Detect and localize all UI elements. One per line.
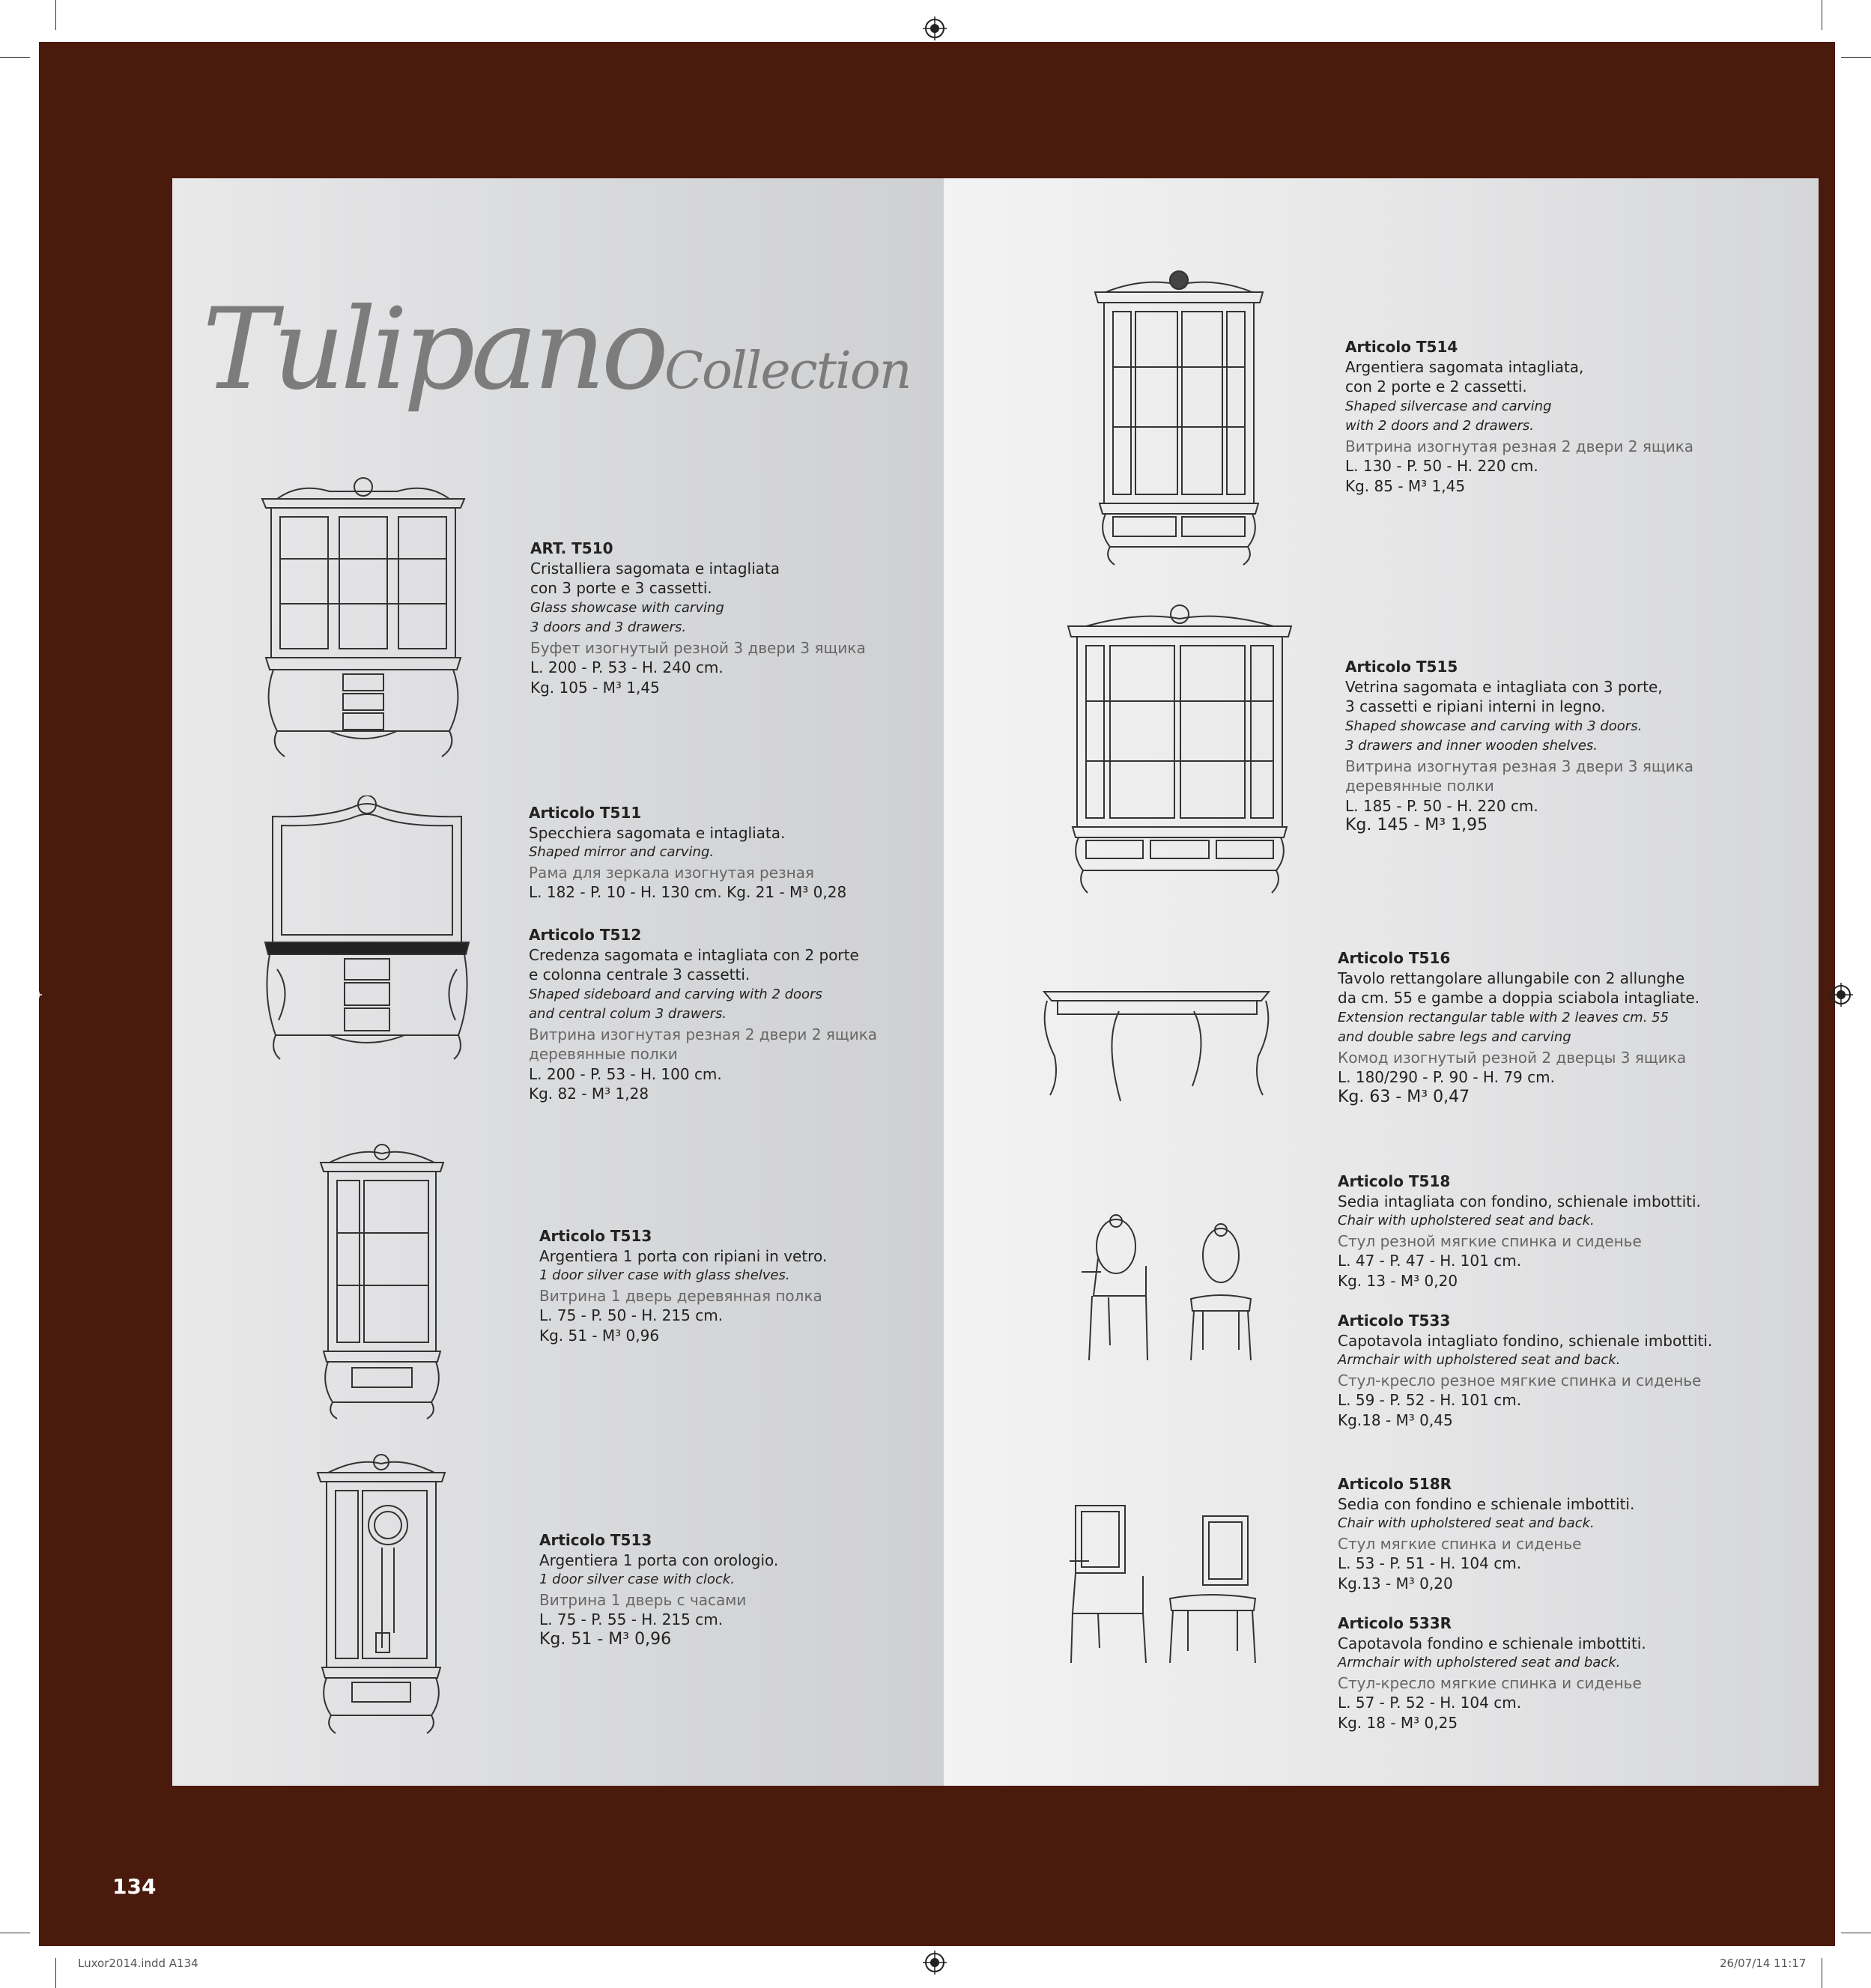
- silver-case-illustration: [315, 1143, 449, 1422]
- registration-mark-icon: [923, 16, 947, 40]
- english-desc-line: 3 doors and 3 drawers.: [530, 619, 687, 635]
- dimensions: L. 75 - P. 55 - H. 215 cm.: [539, 1610, 724, 1628]
- mirror-sideboard-illustration: [262, 795, 472, 1065]
- dimensions: L. 182 - P. 10 - H. 130 cm. Kg. 21 - M³ 0,28: [529, 883, 847, 901]
- italian-desc-line: Capotavola intagliato fondino, schienale imbottiti.: [1338, 1331, 1713, 1350]
- english-desc-line: Glass showcase with carving: [530, 599, 724, 616]
- registration-mark-icon: [18, 983, 42, 1007]
- product-518r: [1338, 1474, 1634, 1593]
- registration-mark-icon: [923, 1951, 947, 1975]
- collection-title: [202, 285, 911, 415]
- product-code: Articolo T512: [529, 926, 642, 944]
- italian-desc-line: Specchiera sagomata e intagliata.: [529, 823, 786, 842]
- english-desc-line: Shaped silvercase and carving: [1345, 398, 1552, 414]
- product-code: ART. T510: [530, 539, 613, 557]
- product-code: Articolo T516: [1338, 949, 1451, 967]
- weight-volume: Kg. 85 - M³ 1,45: [1345, 476, 1466, 495]
- footer-timestamp: 26/07/14 11:17: [1720, 1957, 1807, 1970]
- product-t533: [1338, 1311, 1712, 1430]
- dimensions: L. 185 - P. 50 - H. 220 cm.: [1345, 796, 1538, 815]
- silvercase-2-doors-illustration: [1091, 270, 1267, 566]
- weight-volume: Kg. 51 - M³ 0,96: [539, 1326, 660, 1345]
- italian-desc-line: Argentiera sagomata intagliata,: [1345, 357, 1584, 376]
- title-word-1: Tulipano: [202, 285, 664, 415]
- dimensions: L. 57 - P. 52 - H. 104 cm.: [1338, 1694, 1522, 1712]
- russian-desc-line: Комод изогнутый резной 2 дверцы 3 ящика: [1338, 1048, 1687, 1067]
- product-code: Articolo T518: [1338, 1172, 1451, 1190]
- weight-volume: Kg. 51 - M³ 0,96: [539, 1629, 672, 1649]
- italian-desc-line: Tavolo rettangolare allungabile con 2 allunghe: [1338, 969, 1685, 987]
- italian-desc-line: con 3 porte e 3 cassetti.: [530, 579, 712, 597]
- glass-showcase-illustration: [255, 476, 472, 761]
- weight-volume: Kg. 82 - M³ 1,28: [529, 1085, 649, 1103]
- registration-mark-icon: [1829, 983, 1853, 1007]
- upholstered-chairs-illustration: [1068, 1501, 1273, 1670]
- product-t511: [529, 803, 846, 903]
- russian-desc-line: Стул резной мягкие спинка и сиденье: [1338, 1231, 1642, 1250]
- english-desc-line: 3 drawers and inner wooden shelves.: [1345, 738, 1598, 754]
- product-t516: [1338, 948, 1699, 1107]
- italian-desc-line: e colonna centrale 3 cassetti.: [529, 966, 750, 984]
- italian-desc-line: Sedia con fondino e schienale imbottiti.: [1338, 1494, 1635, 1513]
- crop-mark: [1841, 57, 1871, 58]
- italian-desc-line: Vetrina sagomata e intagliata con 3 porte,: [1345, 677, 1663, 696]
- russian-desc-line: Витрина 1 дверь деревянная полка: [539, 1286, 822, 1305]
- russian-desc-line: деревянные полки: [529, 1045, 678, 1063]
- italian-desc-line: 3 cassetti e ripiani interni in legno.: [1345, 697, 1606, 715]
- dimensions: L. 47 - P. 47 - H. 101 cm.: [1338, 1252, 1522, 1270]
- italian-desc-line: da cm. 55 e gambe a doppia sciabola intagliate.: [1338, 989, 1700, 1007]
- product-code: Articolo 518R: [1338, 1475, 1452, 1493]
- english-desc-line: Extension rectangular table with 2 leaves cm. 55: [1338, 1009, 1670, 1025]
- product-t518: [1338, 1172, 1701, 1291]
- product-t513-glass: [539, 1226, 827, 1345]
- dimensions: L. 53 - P. 51 - H. 104 cm.: [1338, 1554, 1522, 1572]
- russian-desc-line: Буфет изогнутый резной 3 двери 3 ящика: [530, 638, 866, 657]
- clock-case-illustration: [313, 1453, 449, 1738]
- dimensions: L. 180/290 - P. 90 - H. 79 cm.: [1338, 1068, 1555, 1086]
- english-desc-line: Shaped sideboard and carving with 2 doors: [529, 986, 822, 1002]
- russian-desc-line: Стул мягкие спинка и сиденье: [1338, 1534, 1582, 1553]
- english-desc-line: with 2 doors and 2 drawers.: [1345, 418, 1534, 434]
- weight-volume: Kg.13 - M³ 0,20: [1338, 1574, 1453, 1592]
- russian-desc-line: Витрина изогнутая резная 2 двери 2 ящика: [529, 1025, 878, 1043]
- footer-file-info: Luxor2014.indd A134: [78, 1957, 198, 1970]
- dimensions: L. 59 - P. 52 - H. 101 cm.: [1338, 1391, 1522, 1409]
- italian-desc-line: Sedia intagliata con fondino, schienale imbottiti.: [1338, 1192, 1701, 1210]
- russian-desc-line: Витрина изогнутая резная 2 двери 2 ящика: [1345, 437, 1694, 455]
- weight-volume: Kg. 105 - M³ 1,45: [530, 678, 660, 697]
- crop-mark: [55, 0, 56, 30]
- crop-mark: [55, 1958, 56, 1988]
- english-desc-line: 1 door silver case with clock.: [539, 1572, 735, 1587]
- english-desc-line: 1 door silver case with glass shelves.: [539, 1267, 790, 1283]
- product-t514: [1345, 337, 1693, 496]
- carved-chairs-illustration: [1079, 1213, 1273, 1371]
- weight-volume: Kg. 18 - M³ 0,25: [1338, 1713, 1458, 1732]
- italian-desc-line: Argentiera 1 porta con ripiani in vetro.: [539, 1246, 828, 1265]
- russian-desc-line: Стул-кресло резное мягкие спинка и сиденье: [1338, 1371, 1702, 1390]
- dimensions: L. 130 - P. 50 - H. 220 cm.: [1345, 457, 1538, 475]
- english-desc-line: Armchair with upholstered seat and back.: [1338, 1352, 1621, 1368]
- extension-table-illustration: [1037, 981, 1276, 1112]
- russian-desc-line: деревянные полки: [1345, 777, 1494, 795]
- weight-volume: Kg. 13 - M³ 0,20: [1338, 1271, 1458, 1290]
- english-desc-line: Armchair with upholstered seat and back.: [1338, 1655, 1621, 1670]
- product-code: Articolo T513: [539, 1531, 652, 1549]
- english-desc-line: Chair with upholstered seat and back.: [1338, 1515, 1595, 1531]
- weight-volume: Kg. 63 - M³ 0,47: [1338, 1087, 1470, 1106]
- product-code: Articolo T511: [529, 804, 642, 822]
- english-desc-line: Shaped showcase and carving with 3 doors.: [1345, 718, 1643, 734]
- product-t510: [530, 539, 866, 697]
- dimensions: L. 75 - P. 50 - H. 215 cm.: [539, 1306, 724, 1324]
- page-number: 134: [112, 1874, 157, 1899]
- weight-volume: Kg. 145 - M³ 1,95: [1345, 816, 1488, 834]
- italian-desc-line: Argentiera 1 porta con orologio.: [539, 1551, 779, 1569]
- title-word-2: Collection: [664, 342, 911, 401]
- italian-desc-line: Cristalliera sagomata e intagliata: [530, 559, 780, 578]
- product-code: Articolo T514: [1345, 338, 1458, 356]
- russian-desc-line: Витрина изогнутая резная 3 двери 3 ящика: [1345, 757, 1694, 775]
- dimensions: L. 200 - P. 53 - H. 240 cm.: [530, 658, 724, 676]
- product-t513-clock: [539, 1530, 778, 1649]
- russian-desc-line: Стул-кресло мягкие спинка и сиденье: [1338, 1673, 1642, 1692]
- english-desc-line: Chair with upholstered seat and back.: [1338, 1213, 1595, 1228]
- product-code: Articolo T515: [1345, 658, 1458, 676]
- product-t515: [1345, 657, 1693, 836]
- product-533r: [1338, 1613, 1646, 1733]
- english-desc-line: Shaped mirror and carving.: [529, 844, 715, 860]
- dimensions: L. 200 - P. 53 - H. 100 cm.: [529, 1064, 722, 1083]
- russian-desc-line: Рама для зеркала изогнутая резная: [529, 863, 814, 882]
- product-code: Articolo T513: [539, 1227, 652, 1245]
- italian-desc-line: Capotavola fondino e schienale imbottiti.: [1338, 1634, 1646, 1652]
- showcase-3-doors-illustration: [1064, 604, 1296, 897]
- product-code: Articolo 533R: [1338, 1614, 1452, 1632]
- product-t512: [529, 925, 877, 1104]
- english-desc-line: and double sabre legs and carving: [1338, 1029, 1571, 1045]
- weight-volume: Kg.18 - M³ 0,45: [1338, 1410, 1453, 1429]
- crop-mark: [0, 57, 30, 58]
- italian-desc-line: Credenza sagomata e intagliata con 2 porte: [529, 945, 859, 964]
- russian-desc-line: Витрина 1 дверь с часами: [539, 1590, 747, 1609]
- italian-desc-line: con 2 porte e 2 cassetti.: [1345, 378, 1527, 396]
- english-desc-line: and central colum 3 drawers.: [529, 1006, 727, 1022]
- product-code: Articolo T533: [1338, 1312, 1451, 1330]
